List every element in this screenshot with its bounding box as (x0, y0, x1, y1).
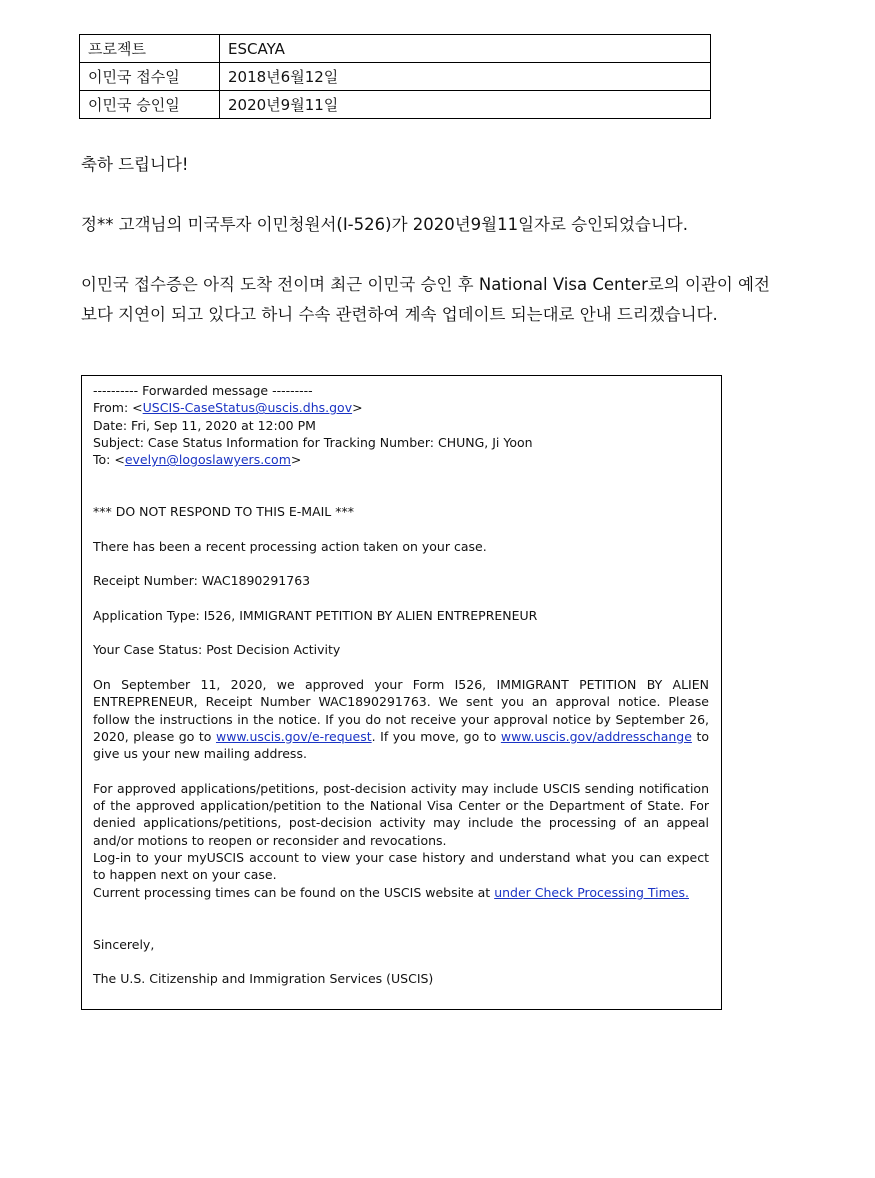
recent-action-text: There has been a recent processing action taken on your case. (93, 538, 487, 554)
approval-paragraph (93, 676, 709, 762)
forwarded-header: ---------- Forwarded message --------- (93, 383, 313, 398)
table-row (80, 35, 711, 63)
approval-text: 정** 고객님의 미국투자 이민청원서(I-526)가 2020년9월11일자로 승인되었습니다. (81, 215, 688, 234)
table-label-cell: 프로젝트 (80, 35, 220, 63)
table-label-cell: 이민국 접수일 (80, 63, 220, 91)
date-line: Date: Fri, Sep 11, 2020 at 12:00 PM (93, 417, 316, 433)
table-value-cell: 2018년6월12일 (220, 63, 711, 91)
application-type-text: Application Type: I526, IMMIGRANT PETITION BY ALIEN ENTREPRENEUR (93, 607, 538, 623)
from-close: > (352, 400, 363, 416)
approval-text-part: On September 11, 2020, we approved your Form I526, IMMIGRANT PETITION BY ALIEN ENTREPRENEUR, Receipt Number WAC1890291763. We sent you an approval notice. Please follow the instructions in the notice. If you do not receive your approval notice by September 26, 2020, please go to (93, 677, 709, 744)
greeting-text: 축하 드립니다! (81, 155, 189, 174)
forwarded-email-box (81, 375, 722, 1010)
table-value-cell: ESCAYA (220, 35, 711, 63)
notice-line-2: 보다 지연이 되고 있다고 하니 수속 관련하여 계속 업데이트 되는대로 안내 드리겠습니다. (81, 305, 718, 324)
to-email-link[interactable]: evelyn@logoslawyers.com (124, 452, 291, 468)
from-label: From: < (93, 400, 143, 416)
processing-times-paragraph (93, 884, 709, 901)
table-value-cell: 2020년9월11일 (220, 91, 711, 119)
receipt-number-text: Receipt Number: WAC1890291763 (93, 573, 311, 589)
do-not-respond-text: *** DO NOT RESPOND TO THIS E-MAIL *** (93, 504, 354, 520)
table-label-cell: 이민국 승인일 (80, 91, 220, 119)
processing-times-link[interactable]: under Check Processing Times. (494, 884, 689, 900)
notice-line-1: 이민국 접수증은 아직 도착 전이며 최근 이민국 승인 후 National Visa Center로의 이관이 예전 (81, 275, 770, 294)
case-status-text: Your Case Status: Post Decision Activity (93, 642, 341, 658)
approval-text-part: to give us your new mailing address. (93, 728, 709, 762)
approval-text-part: . If you move, go to (371, 728, 501, 744)
e-request-link[interactable]: www.uscis.gov/e-request (215, 728, 372, 744)
sincerely-text: Sincerely, (93, 936, 155, 952)
subject-line: Subject: Case Status Information for Tracking Number: CHUNG, Ji Yoon (93, 434, 533, 450)
signature-text: The U.S. Citizenship and Immigration Services (USCIS) (93, 971, 434, 987)
notice-text (81, 270, 770, 330)
myuscis-paragraph: Log-in to your myUSCIS account to view your case history and understand what you can expect to happen next on your case. (93, 850, 709, 883)
processing-times-text: Current processing times can be found on the USCIS website at (93, 884, 495, 900)
to-close: > (290, 452, 302, 468)
from-line (93, 399, 709, 416)
to-label: To: < (93, 452, 125, 468)
from-email-link[interactable]: USCIS-CaseStatus@uscis.dhs.gov (142, 400, 353, 416)
post-decision-paragraph: For approved applications/petitions, post-decision activity may include USCIS sending notification of the approved application/petition to the National Visa Center or the Department of State. For denied applications/petitions, post-decision activity may include the processing of an appeal and/or motions to reopen or reconsider and revocations. (93, 780, 709, 848)
table-row (80, 91, 711, 119)
address-change-link[interactable]: www.uscis.gov/addresschange (500, 728, 692, 744)
table-row (80, 63, 711, 91)
project-info-table (79, 34, 711, 119)
to-line (93, 451, 709, 468)
